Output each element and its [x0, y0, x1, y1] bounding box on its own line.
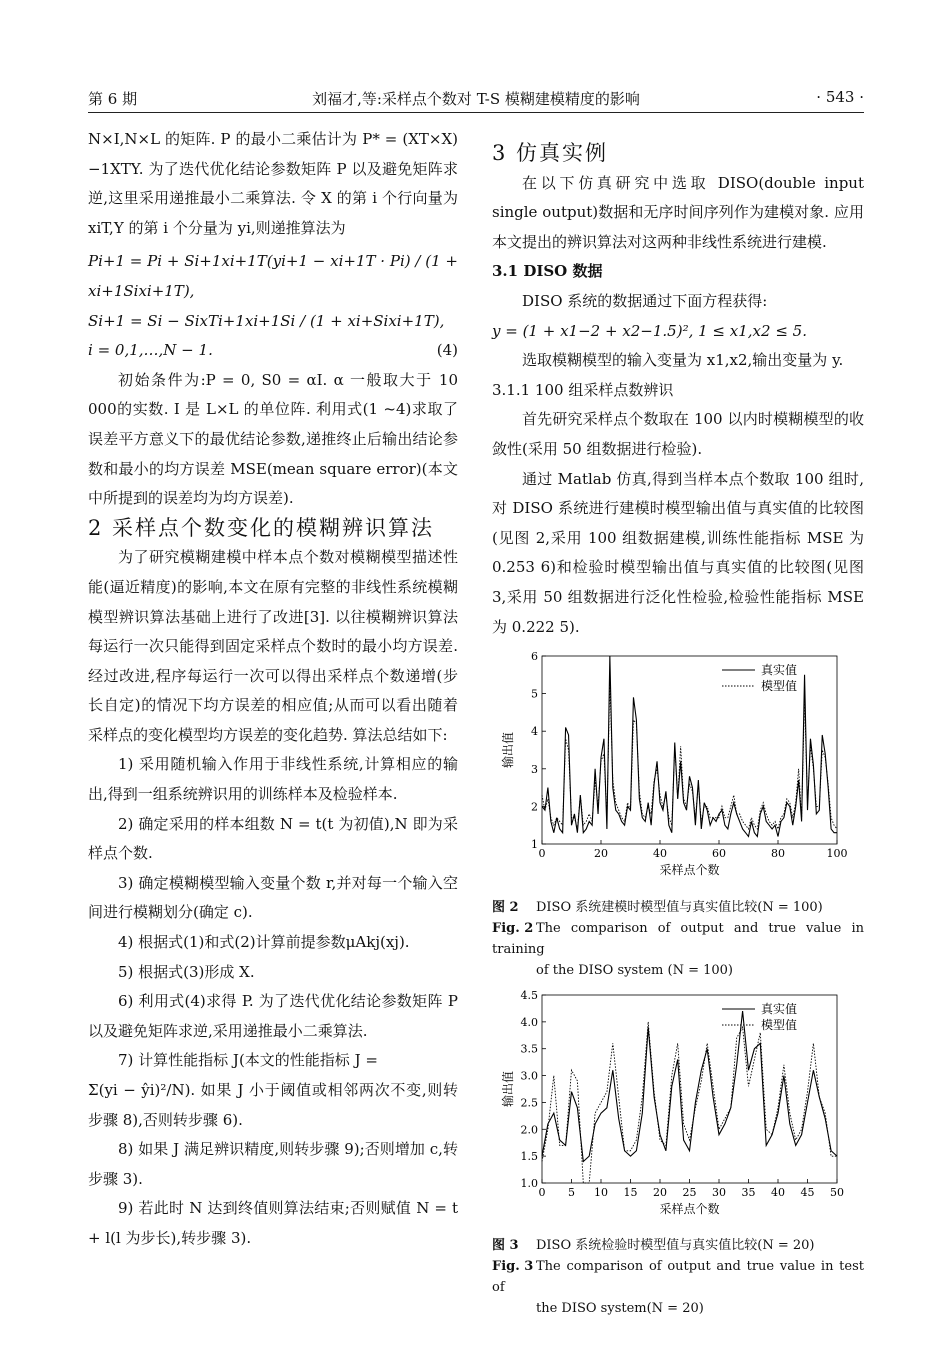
equation: y = (1 + x1−2 + x2−1.5)², 1 ≤ x1,x2 ≤ 5.	[492, 321, 807, 340]
x-tick-label: 35	[741, 1185, 756, 1199]
y-axis-label: 输出值	[501, 1070, 515, 1107]
paragraph: DISO 系统的数据通过下面方程获得:	[522, 291, 768, 310]
legend-label: 模型值	[761, 1017, 798, 1032]
equation: Pi+1 = Pi + Si+1xi+1T(yi+1 − xi+1T · Pi) / (1 + xi+1Sixi+1T),	[88, 252, 458, 300]
x-tick-label: 80	[771, 847, 785, 861]
left-column	[88, 125, 458, 1254]
right-column	[492, 125, 864, 1319]
paragraph: 通过 Matlab 仿真,得到当样本点个数取 100 组时,对 DISO 系统进行建模时模型输出值与真实值的比较图(见图 2,采用 100 组数据建模,训练性能指标 MSE 为 0.253 6)和检验时模型输出值与真实值的比较图(见图 3,采用 50 组数据进行泛化性检验,检验性能指标 MSE 为 0.222 5).	[492, 469, 864, 636]
paragraph: N×I,N×L 的矩阵. P 的最小二乘估计为 P* = (XT×X)−1XTY. 为了迭代优化结论参数矩阵 P 以及避免矩阵求逆,这里采用递推最小二乘算法. 令 X 的第 i 个行向量为 xiT,Y 的第 i 个分量为 yi,则递推算法为	[88, 130, 458, 237]
paragraph: 选取模糊模型的输入变量为 x1,x2,输出变量为 y.	[522, 351, 844, 370]
figure-3-number-en: Fig. 3	[492, 1259, 534, 1275]
y-tick-label: 1.0	[520, 1176, 538, 1190]
paragraph: 为了研究模糊建模中样本点个数对模糊模型描述性能(逼近精度)的影响,本文在原有完整的非线性系统模糊模型辨识算法基础上进行了改进[3]. 以往模糊辨识算法每运行一次只能得到固定采样点个数时的最小均方误差. 经过改进,程序每运行一次可以得出采样点个数递增(步长自定)的情况下均方误差的相应值;从而可以看出随着采样点的变化模型均方误差的变化趋势. 算法总结如下:	[88, 548, 458, 744]
y-tick-label: 2.0	[520, 1122, 538, 1136]
algorithm-step: 5) 根据式(3)形成 X.	[118, 962, 255, 981]
y-tick-label: 2	[531, 800, 538, 814]
running-header	[88, 88, 864, 113]
legend-label: 真实值	[761, 1001, 798, 1016]
y-tick-label: 2.5	[520, 1096, 538, 1110]
y-tick-label: 5	[531, 687, 538, 701]
figure-3-chart	[492, 987, 864, 1225]
figure-2	[492, 648, 864, 981]
series-line-1	[542, 1011, 837, 1161]
figure-2-caption-text: DISO 系统建模时模型值与真实值比较(N = 100)	[536, 899, 823, 915]
section-heading: 3 仿真实例	[492, 141, 609, 165]
figure-2-number: 图 2	[492, 899, 519, 915]
figure-2-caption-en-text: The comparison of output and true value in training	[492, 920, 864, 957]
x-tick-label: 10	[594, 1185, 608, 1199]
algorithm-step: 1) 采用随机输入作用于非线性系统,计算相应的输出,得到一组系统辨识用的训练样本及检验样本.	[88, 755, 458, 804]
section-heading: 2 采样点个数变化的模糊辨识算法	[88, 515, 435, 540]
algorithm-step: Σ(yi − ŷi)²/N). 如果 J 小于阈值或相邻两次不变,则转步骤 8),否则转步骤 6).	[88, 1081, 458, 1129]
x-axis-label: 采样点个数	[659, 1201, 720, 1216]
legend-label: 真实值	[761, 663, 798, 678]
x-axis-label: 采样点个数	[659, 863, 720, 878]
algorithm-step: 6) 利用式(4)求得 P. 为了迭代优化结论参数矩阵 P 以及避免矩阵求逆,采用递推最小二乘算法.	[88, 992, 458, 1040]
y-tick-label: 1	[531, 838, 538, 852]
x-tick-label: 20	[653, 1185, 667, 1199]
figure-2-caption-en-text: of the DISO system (N = 100)	[536, 962, 733, 978]
page-number: · 543 ·	[816, 88, 864, 106]
x-tick-label: 25	[682, 1185, 697, 1199]
figure-3-caption-text: DISO 系统检验时模型值与真实值比较(N = 20)	[536, 1238, 815, 1254]
x-tick-label: 50	[830, 1185, 844, 1199]
y-tick-label: 4.0	[520, 1015, 538, 1029]
y-tick-label: 3.0	[520, 1069, 538, 1083]
y-tick-label: 3	[531, 762, 538, 776]
paragraph: 首先研究采样点个数取在 100 以内时模糊模型的收敛性(采用 50 组数据进行检验).	[492, 410, 864, 458]
equation: Si+1 = Si − SixTi+1xi+1Si / (1 + xi+Sixi+1T),	[88, 311, 445, 330]
figure-3-caption-en-text: The comparison of output and true value in test of	[492, 1259, 864, 1296]
figure-2-chart	[492, 648, 864, 886]
algorithm-step: 7) 计算性能指标 J(本文的性能指标 J =	[118, 1051, 378, 1070]
y-tick-label: 6	[531, 650, 538, 664]
subsection-heading: 3.1 DISO 数据	[492, 262, 603, 281]
paragraph: 初始条件为:P = 0, S0 = αI. α 一般取大于 10 000的实数. I 是 L×L 的单位阵. 利用式(1 ~4)求取了误差平方意义下的最优结论参数,递推终止后输出结论参数和最小的均方误差 MSE(mean square error)(本文中所提到的误差均为均方误差).	[88, 370, 458, 508]
x-tick-label: 5	[568, 1185, 575, 1199]
algorithm-step: 8) 如果 J 满足辨识精度,则转步骤 9);否则增加 c,转步骤 3).	[88, 1140, 458, 1188]
x-tick-label: 40	[771, 1185, 785, 1199]
algorithm-step: 3) 确定模糊模型输入变量个数 r,并对每一个输入空间进行模糊划分(确定 c).	[88, 873, 458, 922]
subsubsection-heading: 3.1.1 100 组采样点数辨识	[492, 380, 674, 399]
running-title: 刘福才,等:采样点个数对 T-S 模糊建模精度的影响	[312, 90, 640, 108]
figure-2-number-en: Fig. 2	[492, 920, 534, 936]
x-tick-label: 15	[623, 1185, 638, 1199]
figure-2-caption-en	[492, 918, 864, 981]
figure-3-caption-en-text: the DISO system(N = 20)	[536, 1301, 704, 1317]
algorithm-step: 4) 根据式(1)和式(2)计算前提参数μAkj(xj).	[118, 933, 410, 952]
equation-row	[88, 336, 458, 366]
x-tick-label: 60	[712, 847, 726, 861]
figure-3-caption-en	[492, 1256, 864, 1319]
x-tick-label: 30	[712, 1185, 726, 1199]
x-tick-label: 20	[594, 847, 608, 861]
y-tick-label: 4.5	[520, 988, 538, 1002]
equation: i = 0,1,…,N − 1.	[88, 341, 213, 360]
x-tick-label: 100	[826, 847, 848, 861]
x-tick-label: 0	[538, 847, 546, 861]
x-tick-label: 0	[538, 1185, 546, 1199]
issue-number: 第 6 期	[88, 90, 138, 108]
paragraph: 在以下仿真研究中选取 DISO(double input single output)数据和无序时间序列作为建模对象. 应用本文提出的辨识算法对这两种非线性系统进行建模.	[492, 173, 864, 251]
algorithm-step: 9) 若此时 N 达到终值则算法结束;否则赋值 N = t + l(l 为步长),转步骤 3).	[88, 1199, 458, 1247]
x-tick-label: 45	[800, 1185, 815, 1199]
legend-label: 模型值	[761, 679, 798, 694]
figure-3-caption	[492, 1235, 864, 1256]
algorithm-step: 2) 确定采用的样本组数 N = t(t 为初值),N 即为采样点个数.	[88, 814, 458, 863]
equation-number: (4)	[436, 341, 458, 360]
y-tick-label: 4	[531, 725, 538, 739]
series-line-2	[542, 682, 837, 829]
x-tick-label: 40	[653, 847, 667, 861]
y-tick-label: 3.5	[520, 1042, 538, 1056]
y-tick-label: 1.5	[520, 1149, 538, 1163]
figure-3-number: 图 3	[492, 1238, 519, 1254]
figure-2-caption	[492, 897, 864, 918]
figure-3	[492, 987, 864, 1320]
y-axis-label: 输出值	[501, 732, 515, 769]
